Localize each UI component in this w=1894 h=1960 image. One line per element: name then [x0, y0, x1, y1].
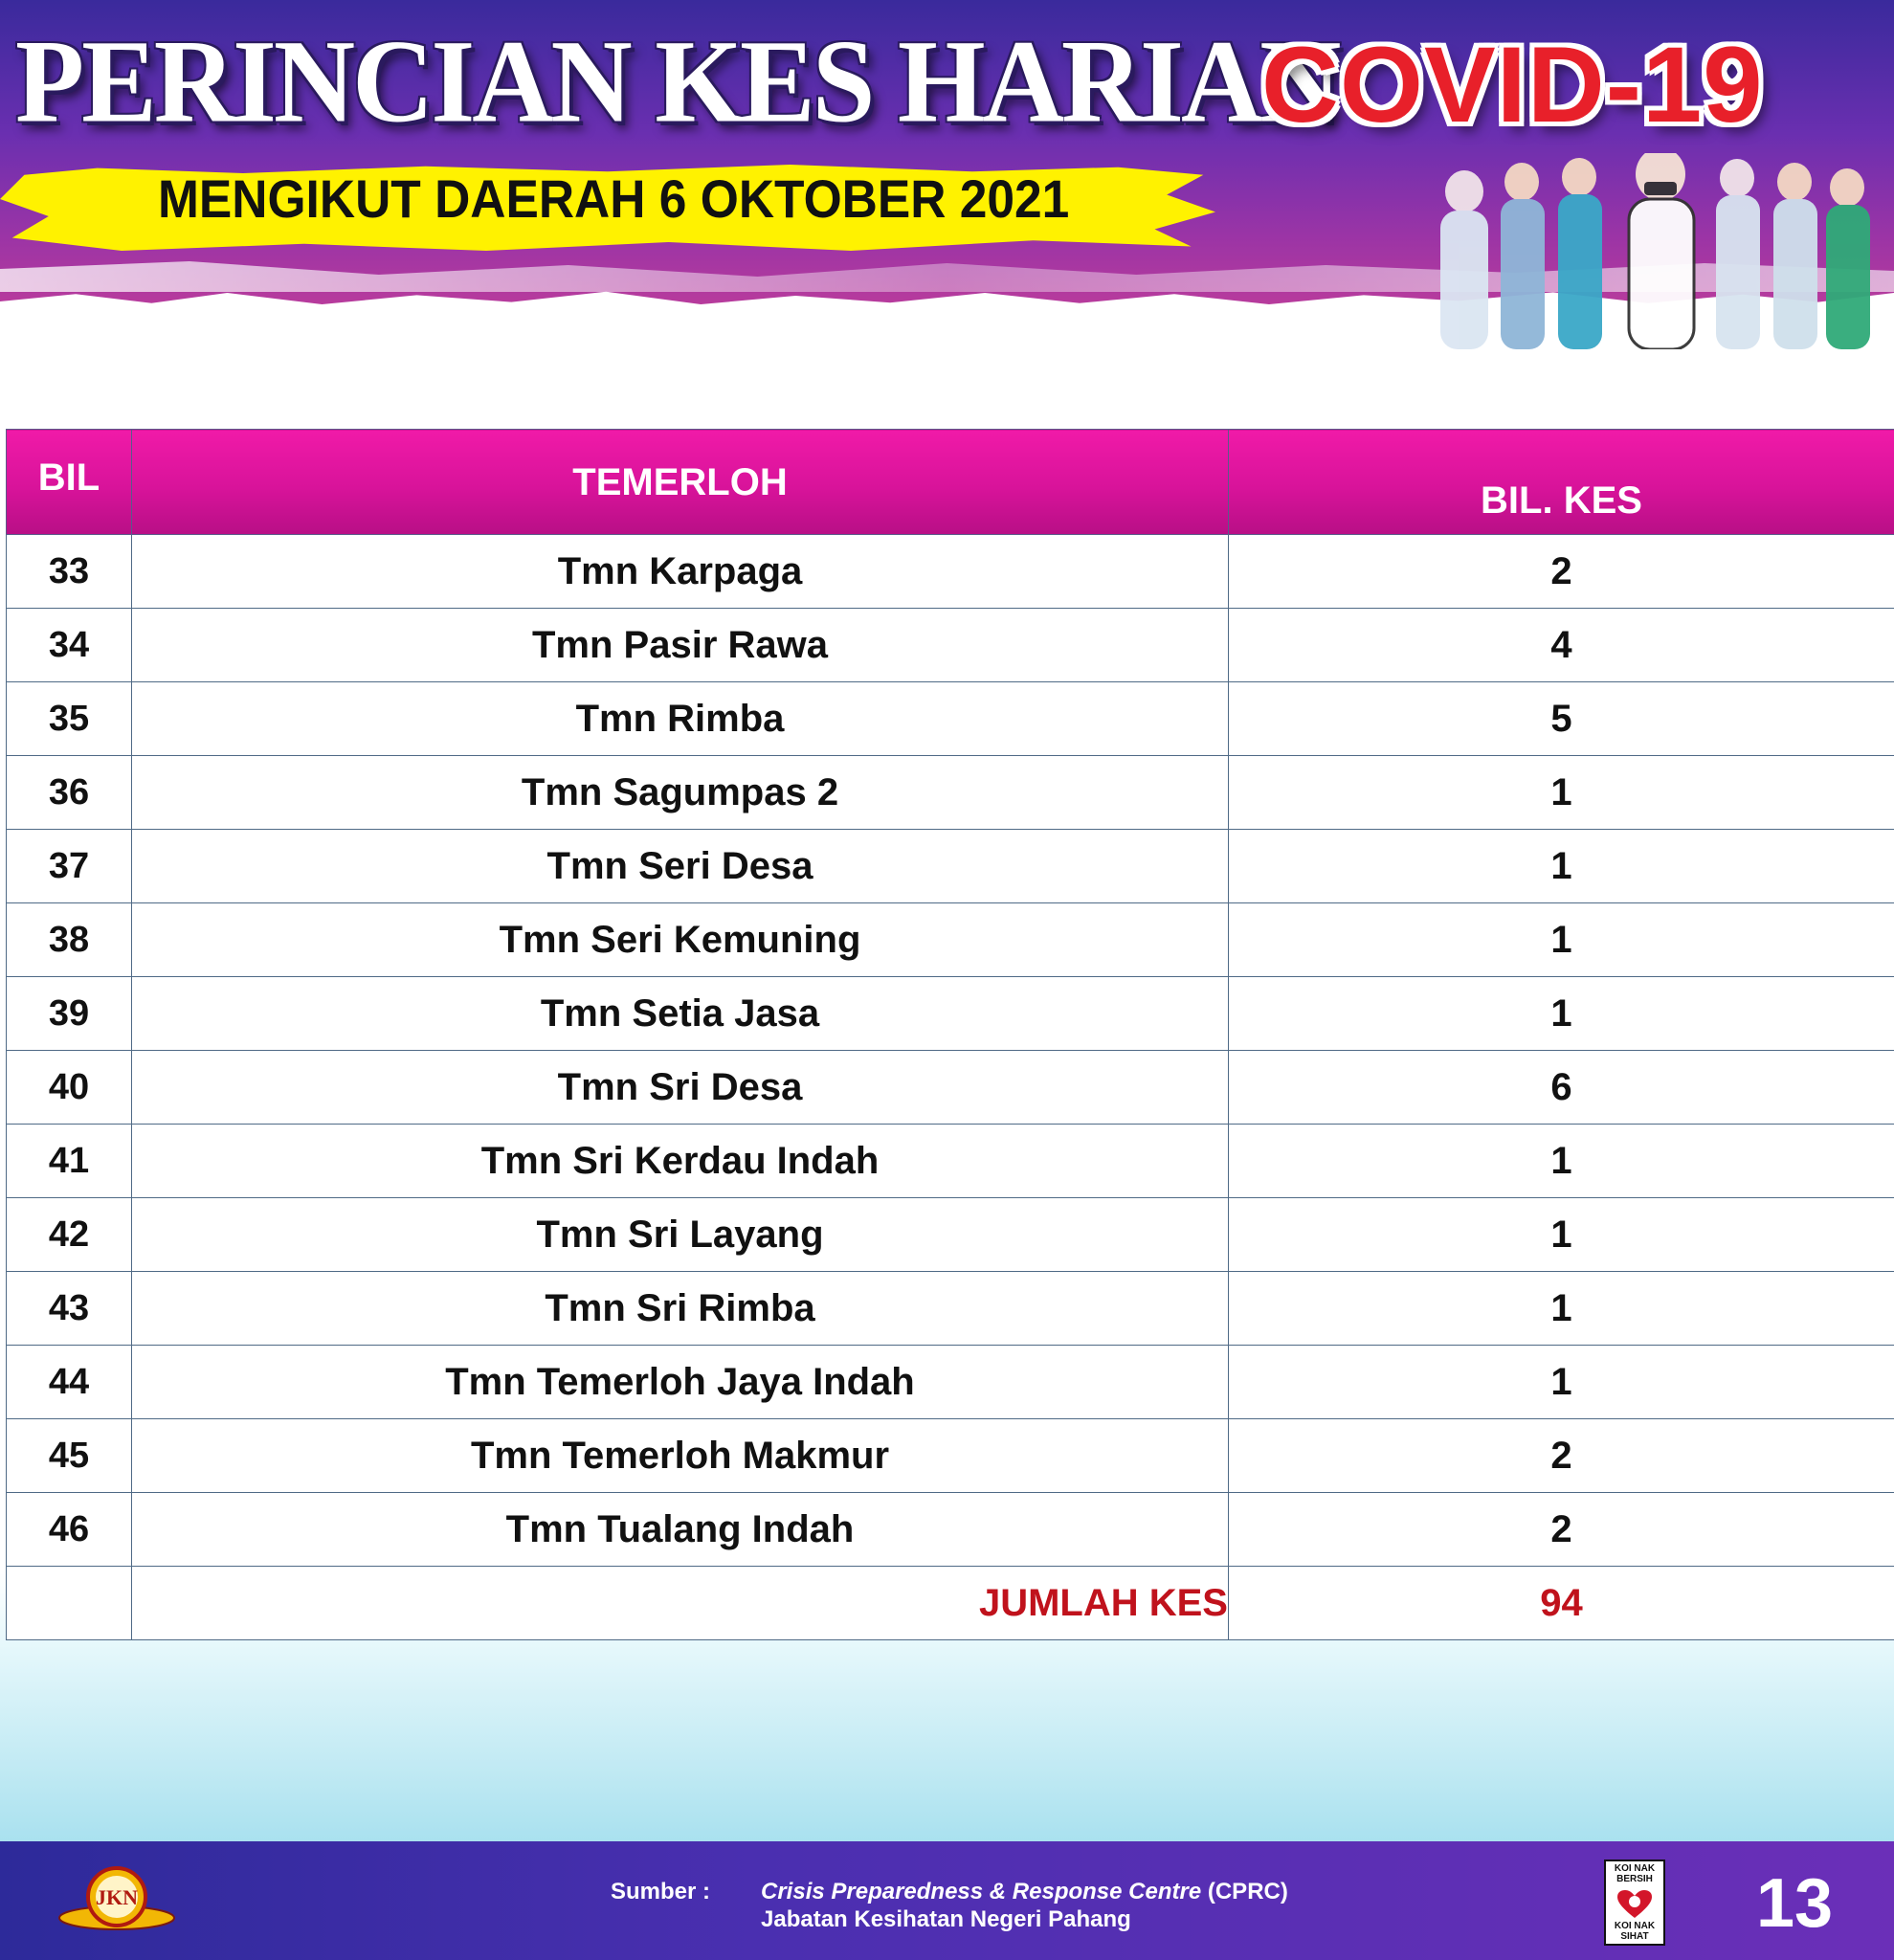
table-row — [7, 1051, 1894, 1125]
table-header-row — [7, 430, 1894, 535]
area-name-cell: Tmn Pasir Rawa — [132, 609, 1229, 682]
row-number-cell: 44 — [7, 1346, 132, 1419]
column-header-district — [132, 430, 1229, 535]
row-number-cell: 40 — [7, 1051, 132, 1125]
total-empty-cell — [7, 1567, 132, 1640]
badge-bottom-text: KOI NAK SIHAT — [1614, 1921, 1656, 1942]
page-number: 13 — [1756, 1865, 1834, 1942]
cases-table — [6, 429, 1894, 1640]
row-number-cell: 43 — [7, 1272, 132, 1346]
column-header-cases — [1229, 430, 1894, 535]
row-number-cell: 46 — [7, 1493, 132, 1567]
covid-title: COVID-19 — [1261, 25, 1764, 145]
row-number-cell: 35 — [7, 682, 132, 756]
table-row — [7, 756, 1894, 830]
row-number-cell: 37 — [7, 830, 132, 903]
case-count-cell: 1 — [1229, 756, 1894, 830]
total-value: 94 — [1229, 1567, 1894, 1640]
case-count-cell: 1 — [1229, 1125, 1894, 1198]
case-count-cell: 1 — [1229, 830, 1894, 903]
case-count-cell: 1 — [1229, 977, 1894, 1051]
area-name-cell: Tmn Seri Desa — [132, 830, 1229, 903]
row-number-cell: 41 — [7, 1125, 132, 1198]
case-count-cell: 1 — [1229, 1198, 1894, 1272]
case-count-cell: 4 — [1229, 609, 1894, 682]
area-name-cell: Tmn Sri Layang — [132, 1198, 1229, 1272]
case-count-cell: 1 — [1229, 1346, 1894, 1419]
table-row — [7, 1493, 1894, 1567]
table-row — [7, 977, 1894, 1051]
table-row — [7, 682, 1894, 756]
badge-top-text: KOI NAK BERSIH — [1614, 1863, 1656, 1884]
source-department: Jabatan Kesihatan Negeri Pahang — [761, 1906, 1131, 1932]
table-body — [7, 535, 1894, 1640]
row-number-cell: 36 — [7, 756, 132, 830]
source-org-abbr: (CPRC) — [1201, 1879, 1288, 1904]
area-name-cell: Tmn Rimba — [132, 682, 1229, 756]
table-row — [7, 535, 1894, 609]
case-count-cell: 6 — [1229, 1051, 1894, 1125]
case-count-cell: 1 — [1229, 903, 1894, 977]
column-header-label: TEMERLOH — [572, 461, 788, 503]
table-row — [7, 609, 1894, 682]
row-number-cell: 42 — [7, 1198, 132, 1272]
area-name-cell: Tmn Sagumpas 2 — [132, 756, 1229, 830]
source-organisation — [761, 1879, 1288, 1905]
area-name-cell: Tmn Seri Kemuning — [132, 903, 1229, 977]
table-row — [7, 1419, 1894, 1493]
area-name-cell: Tmn Karpaga — [132, 535, 1229, 609]
area-name-cell: Tmn Sri Kerdau Indah — [132, 1125, 1229, 1198]
total-row — [7, 1567, 1894, 1640]
table-row — [7, 1198, 1894, 1272]
page-title: PERINCIAN KES HARIAN — [15, 15, 1339, 147]
cases-table-container — [6, 429, 1894, 1640]
table-row — [7, 1346, 1894, 1419]
case-count-cell: 2 — [1229, 1419, 1894, 1493]
koi-nak-sihat-badge-icon — [1604, 1860, 1665, 1946]
total-label: JUMLAH KES — [132, 1567, 1229, 1640]
column-header-label: BIL. KES — [1481, 479, 1642, 522]
row-number-cell: 33 — [7, 535, 132, 609]
row-number-cell: 45 — [7, 1419, 132, 1493]
area-name-cell: Tmn Setia Jasa — [132, 977, 1229, 1051]
area-name-cell: Tmn Sri Rimba — [132, 1272, 1229, 1346]
area-name-cell: Tmn Temerloh Makmur — [132, 1419, 1229, 1493]
table-row — [7, 830, 1894, 903]
source-label: Sumber : — [611, 1879, 711, 1904]
row-number-cell: 39 — [7, 977, 132, 1051]
area-name-cell: Tmn Tualang Indah — [132, 1493, 1229, 1567]
page-subtitle: MENGIKUT DAERAH 6 OKTOBER 2021 — [158, 168, 1070, 229]
jkn-logo-icon — [56, 1859, 178, 1941]
area-name-cell: Tmn Temerloh Jaya Indah — [132, 1346, 1229, 1419]
case-count-cell: 5 — [1229, 682, 1894, 756]
row-number-cell: 34 — [7, 609, 132, 682]
table-row — [7, 1125, 1894, 1198]
source-org-name: Crisis Preparedness & Response Centre — [761, 1879, 1202, 1904]
case-count-cell: 2 — [1229, 1493, 1894, 1567]
heart-icon — [1617, 1890, 1652, 1919]
table-row — [7, 903, 1894, 977]
health-workers-illustration — [1426, 153, 1894, 349]
area-name-cell: Tmn Sri Desa — [132, 1051, 1229, 1125]
logo-text: JKN — [96, 1885, 138, 1909]
column-header-bil — [7, 430, 132, 535]
row-number-cell: 38 — [7, 903, 132, 977]
case-count-cell: 2 — [1229, 535, 1894, 609]
table-row — [7, 1272, 1894, 1346]
column-header-label: BIL — [37, 457, 100, 499]
case-count-cell: 1 — [1229, 1272, 1894, 1346]
